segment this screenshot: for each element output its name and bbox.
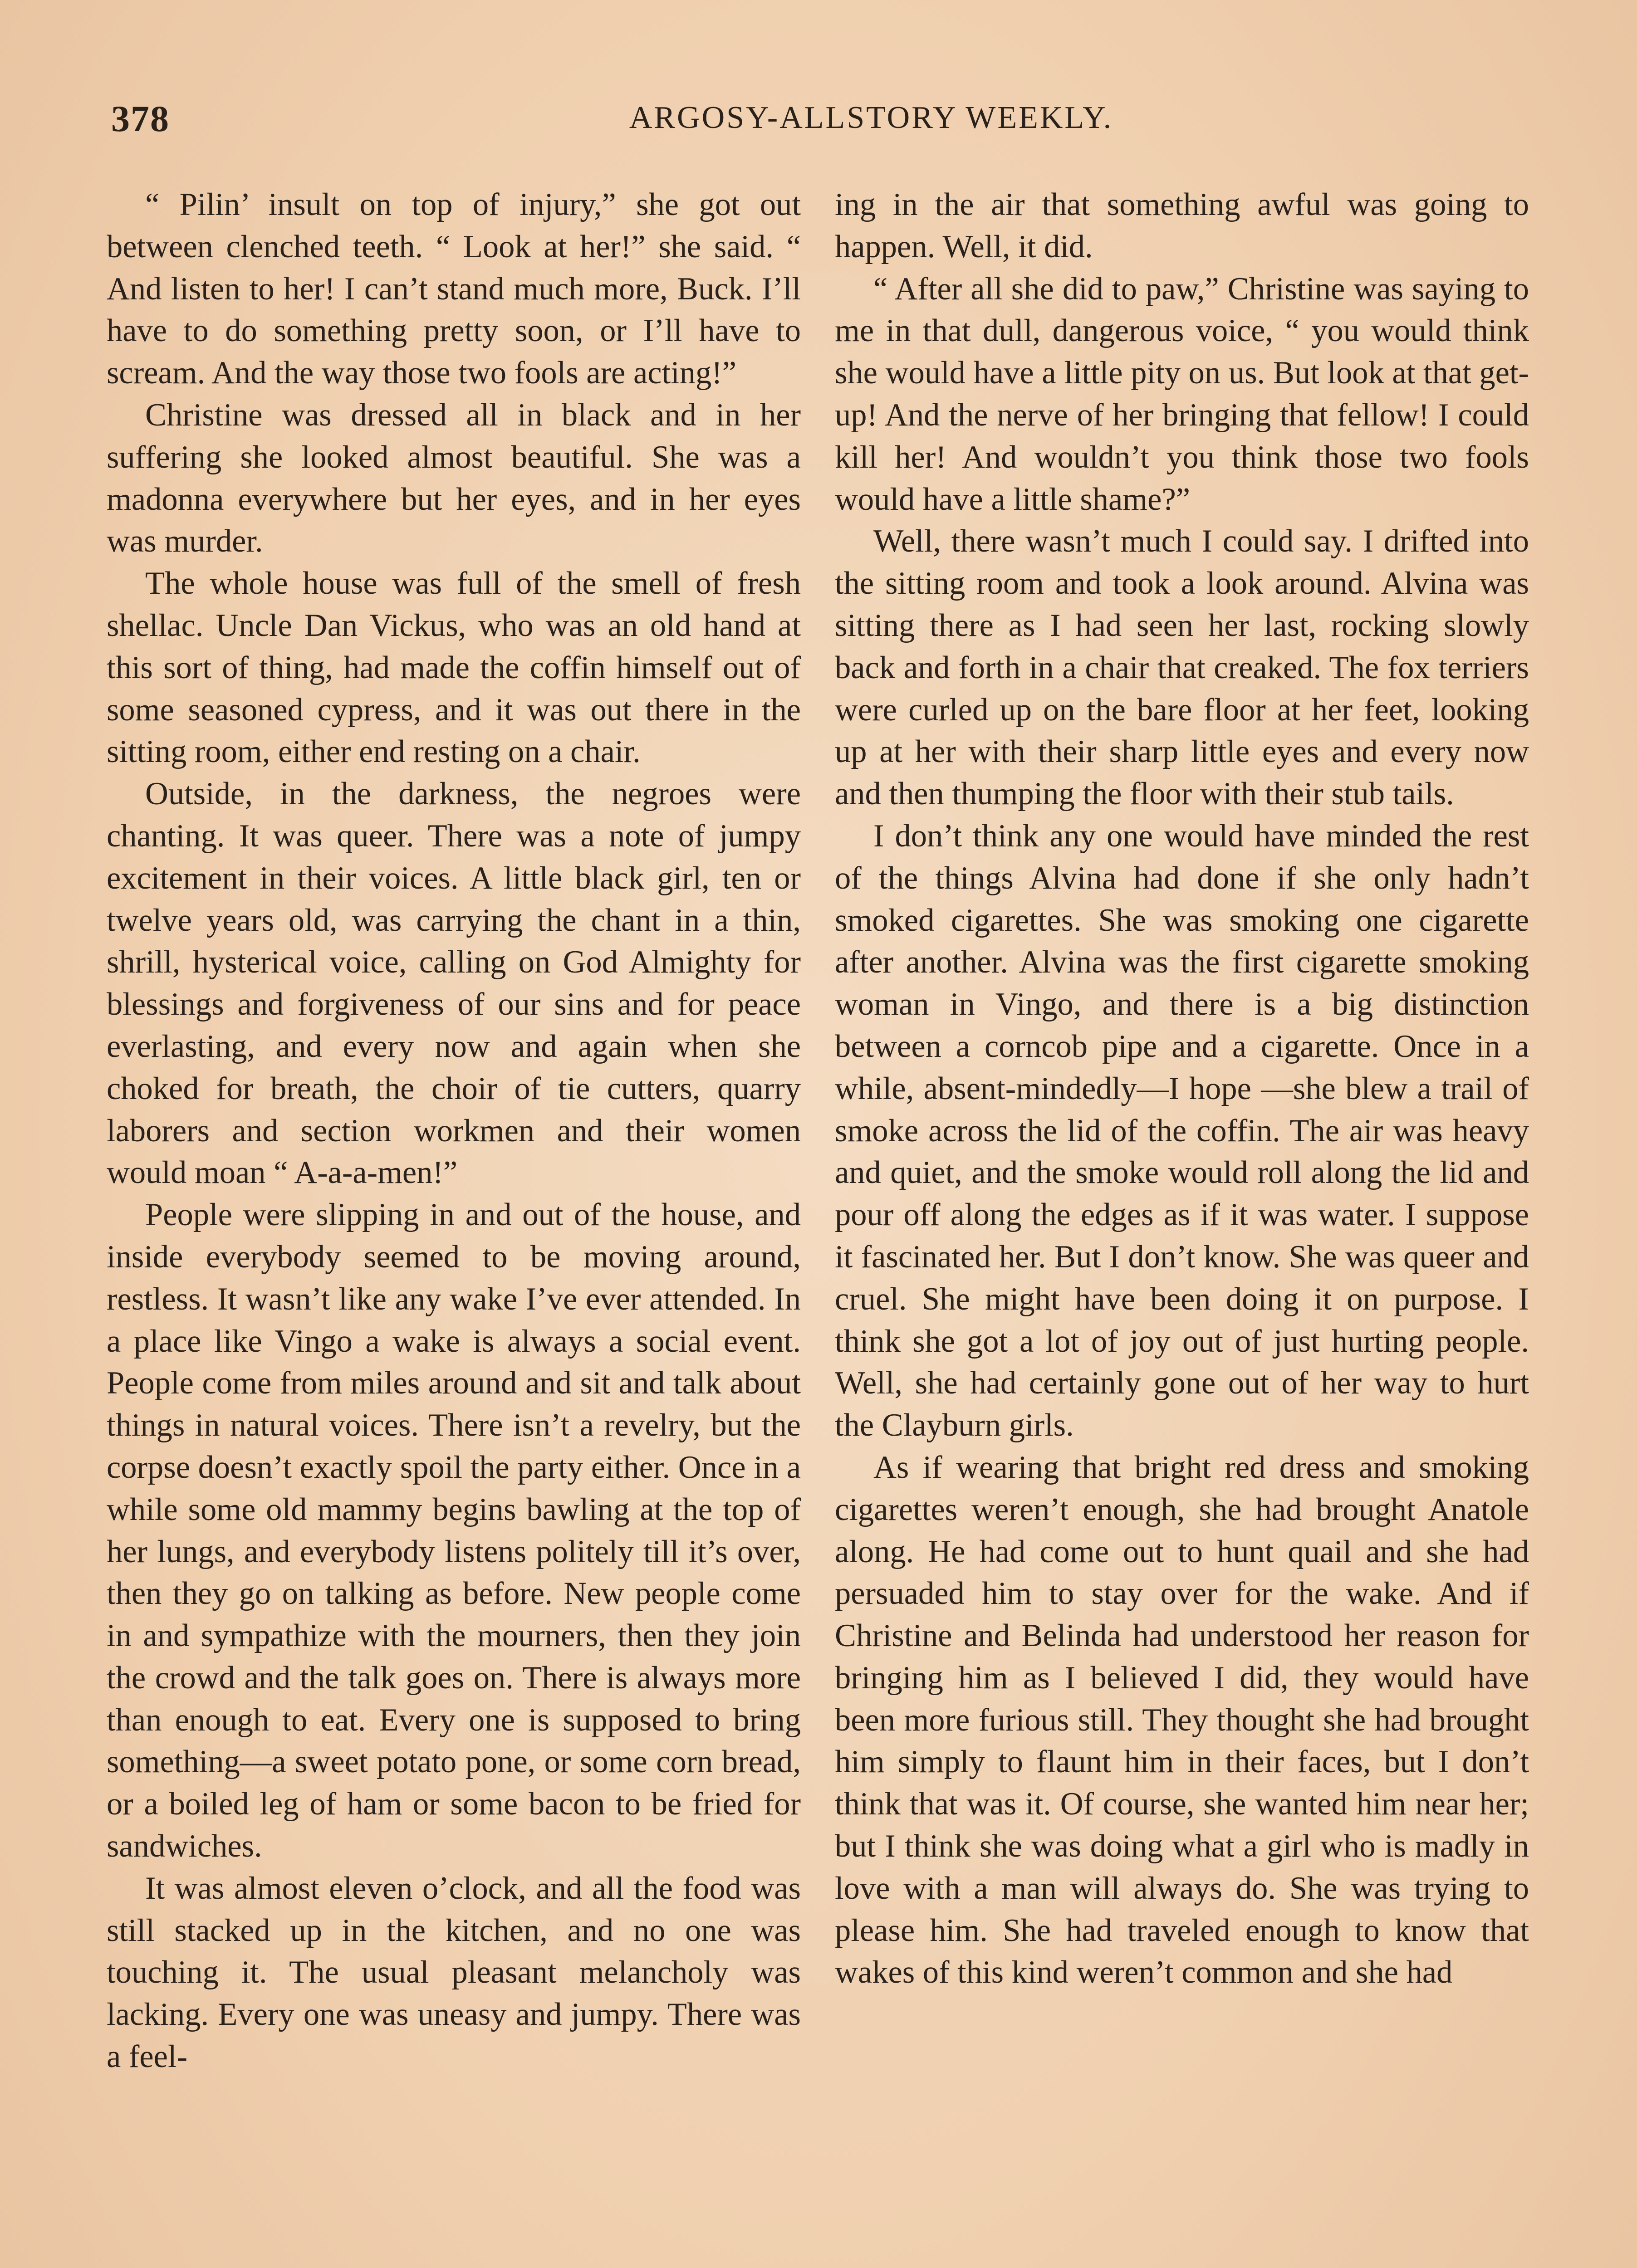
paragraph-continued: ing in the air that something awful was going to happen. Well, it did. [835, 187, 1529, 264]
paragraph: As if wearing that bright red dress and smoking cigarettes weren’t enough, she had brought Anatole along. He had come out to hunt quail and she had persuaded him to stay over for the wake. And if Christine and Belinda had understood her reason for bringing him as I believed I did, they would have been more furious still. They thought she had brought him simply to flaunt him in their faces, but I don’t think that was it. Of course, she wanted him near her; but I think she was doing what a girl who is madly in love with a man will always do. She was trying to please him. She had traveled enough to know that wakes of this kind weren’t common and she had [835, 1449, 1529, 1990]
left-column [107, 184, 801, 2078]
paragraph: “ After all she did to paw,” Christine was saying to me in that dull, dangerous voice, “ you would think she would have a little pity on us. But look at that get-up! And the nerve of her bringing that fellow! I could kill her! And wouldn’t you think those two fools would have a little shame?” [835, 271, 1529, 517]
page-header [100, 98, 1534, 152]
right-column [835, 184, 1529, 1994]
paragraph: I don’t think any one would have minded the rest of the things Alvina had done if she only hadn’t smoked cigarettes. She was smoking one cigarette after another. Alvina was the first cigarette smoking woman in Vingo, and there is a big distinction between a corncob pipe and a cigarette. Once in a while, absent-mindedly—I hope —she blew a trail of smoke across the lid of the coffin. The air was heavy and quiet, and the smoke would roll along the lid and pour off along the edges as if it was water. I suppose it fascinated her. But I don’t know. She was queer and cruel. She might have been doing it on purpose. I think she got a lot of joy out of just hurting people. Well, she had certainly gone out of her way to hurt the Clayburn girls. [835, 818, 1529, 1443]
paragraph: The whole house was full of the smell of fresh shellac. Uncle Dan Vickus, who was an old hand at this sort of thing, had made the coffin himself out of some seasoned cypress, and it was out there in the sitting room, either end resting on a chair. [107, 566, 801, 770]
paragraph: Outside, in the darkness, the negroes were chanting. It was queer. There was a note of jumpy excitement in their voices. A little black girl, ten or twelve years old, was carrying the chant in a thin, shrill, hysterical voice, calling on God Almighty for blessings and forgiveness of our sins and for peace everlasting, and every now and again when she choked for breath, the choir of tie cutters, quarry laborers and section workmen and their women would moan “ A-a-a-men!” [107, 776, 801, 1191]
paragraph: “ Pilin’ insult on top of injury,” she got out between clenched teeth. “ Look at her!” she said. “ And listen to her! I can’t stand much more, Buck. I’ll have to do something pretty soon, or I’ll have to scream. And the way those two fools are acting!” [107, 187, 801, 391]
running-title: ARGOSY-ALLSTORY WEEKLY. [629, 100, 1113, 135]
paragraph: Christine was dressed all in black and in her suffering she looked almost beautiful. She was a madonna everywhere but her eyes, and in her eyes was murder. [107, 397, 801, 559]
paragraph: Well, there wasn’t much I could say. I drifted into the sitting room and took a look around. Alvina was sitting there as I had seen her last, rocking slowly back and forth in a chair that creaked. The fox terriers were curled up on the bare floor at her feet, looking up at her with their sharp little eyes and every now and then thumping the floor with their stub tails. [835, 523, 1529, 812]
paragraph: It was almost eleven o’clock, and all the food was still stacked up in the kitchen, and no one was touching it. The usual pleasant melancholy was lacking. Every one was uneasy and jumpy. There was a feel- [107, 1870, 801, 2075]
paragraph: People were slipping in and out of the house, and inside everybody seemed to be moving around, restless. It wasn’t like any wake I’ve ever attended. In a place like Vingo a wake is always a social event. People come from miles around and sit and talk about things in natural voices. There isn’t a revelry, but the corpse doesn’t exactly spoil the party either. Once in a while some old mammy begins bawling at the top of her lungs, and everybody listens politely till it’s over, then they go on talking as before. New people come in and sympathize with the mourners, then they join the crowd and the talk goes on. There is always more than enough to eat. Every one is supposed to bring something—a sweet potato pone, or some corn bread, or a boiled leg of ham or some bacon to be fried for sandwiches. [107, 1197, 801, 1864]
page-number: 378 [111, 98, 170, 139]
